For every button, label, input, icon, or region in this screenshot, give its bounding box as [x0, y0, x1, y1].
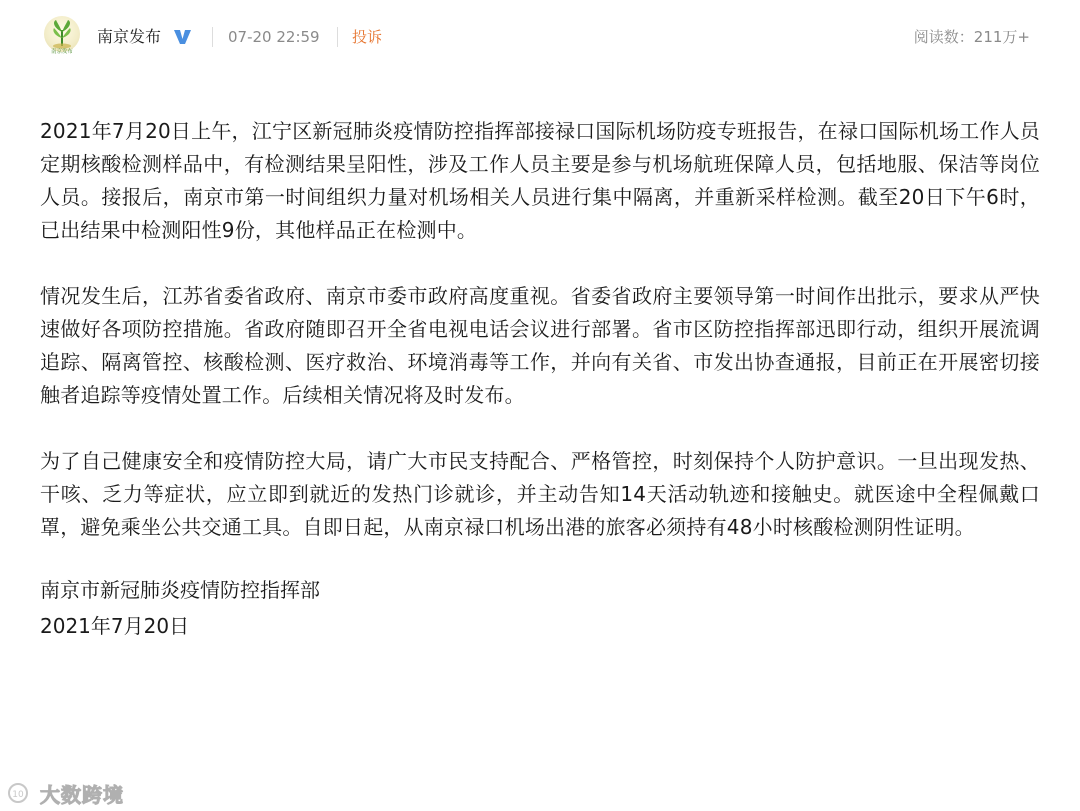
verified-v-icon — [172, 28, 192, 46]
signature-date: 2021年7月20日 — [40, 614, 190, 638]
paragraph-2: 情况发生后，江苏省委省政府、南京市委市政府高度重视。省委省政府主要领导第一时间作出批示，要求从严快速做好各项防控措施。省政府随即召开全省电视电话会议进行部署。省市区防控指挥部迅即行动，组织开展流调追踪、隔离管控、核酸检测、医疗救治、环境消毒等工作，并向有关省、市发出协查通报，目前正在开展密切接触者追踪等疫情处置工作。后续相关情况将及时发布。 — [40, 284, 1040, 407]
post-header — [0, 0, 1080, 76]
watermark-text: 大数跨境 — [40, 782, 124, 807]
post-body — [40, 115, 1040, 644]
header-divider — [337, 27, 338, 47]
plant-logo-icon — [44, 16, 80, 55]
paragraph-3: 为了自己健康安全和疫情防控大局，请广大市民支持配合、严格管控，时刻保持个人防护意识。一旦出现发热、干咳、乏力等症状，应立即到就近的发热门诊就诊，并主动告知14天活动轨迹和接触史。就医途中全程佩戴口罩，避免乘坐公共交通工具。自即日起，从南京禄口机场出港的旅客必须持有48小时核酸检测阴性证明。 — [40, 449, 1040, 539]
signature-block — [40, 572, 1040, 644]
header-divider — [212, 27, 213, 47]
report-link[interactable]: 投诉 — [352, 28, 383, 46]
paragraph-1: 2021年7月20日上午，江宁区新冠肺炎疫情防控指挥部接禄口国际机场防疫专班报告，在禄口国际机场工作人员定期核酸检测样品中，有检测结果呈阳性，涉及工作人员主要是参与机场航班保障人员，包括地服、保洁等岗位人员。接报后，南京市第一时间组织力量对机场相关人员进行集中隔离，并重新采样检测。截至20日下午6时，已出结果中检测阳性9份，其他样品正在检测中。 — [40, 119, 1040, 242]
account-name[interactable]: 南京发布 — [97, 27, 162, 46]
read-count: 阅读数：211万+ — [913, 28, 1030, 46]
watermark — [6, 780, 124, 806]
post-timestamp: 07-20 22:59 — [228, 28, 320, 46]
watermark-logo-icon — [6, 781, 36, 805]
svg-text:10: 10 — [12, 790, 24, 800]
signature-org: 南京市新冠肺炎疫情防控指挥部 — [40, 578, 320, 602]
account-avatar[interactable] — [44, 16, 80, 55]
avatar-caption: 南京发布 — [51, 48, 73, 55]
